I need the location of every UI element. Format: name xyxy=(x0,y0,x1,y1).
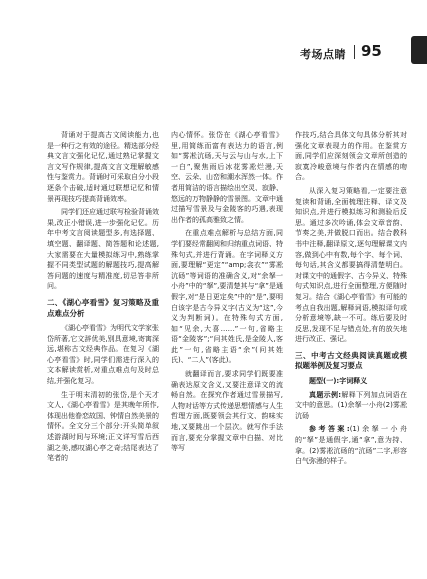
paragraph: 同学们还应通过联写检验背诵效果,改正小错误,进一步强化记忆。历年中考文言阅读题型多,有选择题、填空题、翻译题、简答题和论述题,大家需要在大量模拟练习中,熟练掌握不同类型试题的解题技巧,提高解答问题的速度与精准度,切忌答非所问。 xyxy=(47,208,159,291)
answer-paragraph xyxy=(295,424,407,466)
paragraph: 从深入复习策略看,一定要注意复读和背诵,全面梳理注释、译文及知识点,并进行模拟练习和测验后反思。通过多次吟诵,体会文章音韵、节奏之美,并做脱口而出。结合教科书中注释,翻译原文,逐句理解课文内容,做到心中有数,每个字、每个词、每句话,其含义都要搞得清楚明白。对课文中的通假字、古今异义、特殊句式知识点,进行全面整理,方便随时复习。结合《湖心亭看雪》有可能的考点自我出题,解释词语,模拟译句或分析意境等,缺一不可。练后要及时反思,发现不足与错点处,有的放矢地进行改正、强记。 xyxy=(295,186,407,344)
example-text: 解释下列加点词语在文中的意思。(1)余拏一小舟(2)雾凇沆砀 xyxy=(295,390,407,420)
section-heading: 三、中考古文经典阅读真题或模拟题举例及复习要点 xyxy=(295,350,407,371)
answer-label: 参考答案: xyxy=(309,425,350,434)
column-3 xyxy=(295,130,407,470)
paragraph: 在重点难点解析与总结方面,同学们要经常翻阅和归纳重点词语、特殊句式,并进行背诵。在字词释义方面,要理解“更定”“amp;衾衣”“雾凇沆砀”等词语的准确含义,对“余拏一小舟”中的“拏”,要清楚其与“拿”是通假字,对“是日更定矣”中的“是”,要明白该字是古今异义字(古义为“这”,今义为判断词)。在特殊句式方面,如“见余,大喜……”一句,省略主语“金陵客”;“问其姓氏,是金陵人,客此”一句,省略主语“余”(问其姓氏)、“二人”(客此)。 xyxy=(171,229,283,365)
page-header xyxy=(0,0,427,70)
answer-text: (1)余拏一小舟的“拏”是通假字,通“拿”,意为持、拿。(2)雾凇沆砀的“沆砀”二字,形容白气弥漫的样子。 xyxy=(295,425,407,466)
header-divider xyxy=(354,45,355,59)
page-edge-tab xyxy=(411,36,427,64)
example-label: 真题示例: xyxy=(309,390,342,399)
article-body xyxy=(47,130,407,570)
paragraph: 就翻译而言,要求同学们既要准确表达原文含义,又要注意译文的流畅自然。在探究作者通过雪景描写,人物对话等方式传递思想情感与人生哲理方面,既要领会其行文、韵味实地,又要跳出一个层次。就写作手法而言,要充分掌握文章中白描、对比等写 xyxy=(171,370,283,453)
page-number: 95 xyxy=(361,42,382,60)
section-heading: 二、《湖心亭看雪》复习策略及重点难点分析 xyxy=(47,297,159,318)
paragraph: 作技巧,结合具体文句具体分析其对强化文章表现力的作用。在鉴赏方面,同学们应深刻领会文章所创造的寂寞冷峻意境与作者内在情感的吻合。 xyxy=(295,131,407,182)
column-1 xyxy=(47,130,159,467)
paragraph: 背诵对于提高古文阅读能力,也是一种行之有效的途径。精选部分经典文言文强化记忆,通过熟记掌握文言文写作规律,提高文言文理解敏感性与鉴赏力。背诵时可采取自分小段逐条个击破,适时通过联想记忆和情景再现技巧提高背诵效率。 xyxy=(47,131,159,203)
column-2 xyxy=(171,130,283,457)
paragraph: 《湖心亭看雪》为明代文学家张岱所著,它文辞优美,别具意境,寄寓深远,堪称古文经典作品。在复习《湖心亭看雪》时,同学们需进行深入的文本解读赏析,对重点难点句及时总结,并强化复习。 xyxy=(47,324,159,386)
paragraph: 内心情怀。张岱在《湖心亭看雪》里,用简练而富有表达力的语言,例如“雾凇沆砀,天与云与山与水,上下一白”,聚焦雨后冰花雾凇烂漫,天空、云朵、山峦和潮水浑然一体。作者用简洁的语言描绘出空灵、寂静、悠远的万物静静的雪景图。文章中通过描写雪景及与金陵客的巧遇,表现出作者的孤高雅致之情。 xyxy=(171,131,283,224)
subheading: 题型(一):字词释义 xyxy=(309,377,368,386)
section-title: 考场点睛 xyxy=(300,48,346,61)
example-paragraph xyxy=(295,390,407,422)
paragraph: 生于明末清初的张岱,是个天才文人,《湖心亭看雪》是其晚年所作,体现出他眷恋故国、钟情自然美景的情怀。全文分三个部分:开头简单叙述游湖时间与环境;正文详写雪后西湖之美,感叹湖心亭之奇;结尾表达了笔者的 xyxy=(47,390,159,463)
